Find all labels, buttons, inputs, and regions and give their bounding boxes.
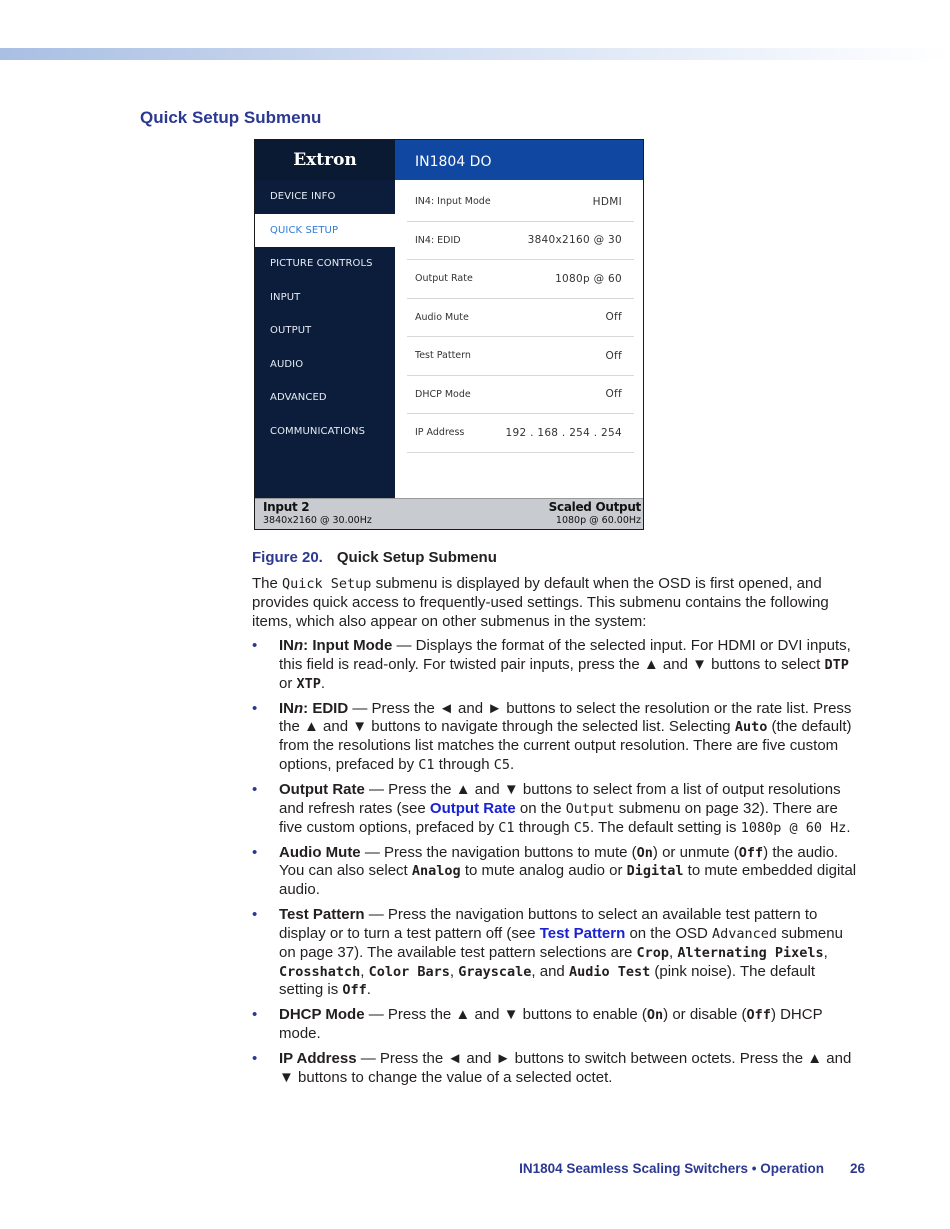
- list-item-dhcp-mode: [252, 1006, 862, 1044]
- text: . The default setting is: [590, 818, 741, 836]
- osd-menu-audio[interactable]: AUDIO: [270, 358, 304, 370]
- text: submenu on page 37). The available test pattern selections are: [279, 924, 843, 961]
- text: ) the audio. You can also select: [279, 843, 839, 880]
- text: , and: [531, 962, 569, 980]
- osd-title: IN1804 DO: [395, 140, 644, 180]
- text: — Press the navigation buttons to select an available test pattern to display or to turn a test pattern off (see: [279, 906, 818, 942]
- osd-row-value: 3840x2160 @ 30: [527, 234, 622, 247]
- text: ,: [449, 962, 459, 980]
- code-text: C1: [418, 756, 435, 773]
- osd-status-output-res: 1080p @ 60.00Hz: [555, 515, 641, 526]
- list-item-output-rate: [252, 781, 862, 837]
- code-text: C5: [573, 819, 591, 836]
- text: .: [320, 674, 326, 692]
- osd-row-value: Off: [605, 349, 622, 362]
- term: : EDID: [303, 699, 349, 717]
- text: (pink noise). The default setting is: [279, 962, 816, 999]
- osd-row-value: 192 . 168 . 254 . 254: [505, 426, 622, 439]
- osd-logo: Extron: [255, 140, 395, 180]
- osd-row-value: Off: [605, 388, 622, 401]
- osd-row-label: Output Rate: [415, 273, 473, 285]
- list-item-audio-mute: [252, 844, 862, 900]
- term: Test Pattern: [279, 906, 365, 924]
- list-item-input-mode: [252, 637, 862, 693]
- code-text: Off: [746, 1007, 771, 1024]
- code-text: C5: [493, 756, 511, 773]
- osd-row-edid[interactable]: [407, 222, 634, 261]
- code-text: DTP: [824, 656, 849, 673]
- code-text: Analog: [411, 863, 461, 880]
- text: ,: [360, 962, 369, 980]
- list-item-test-pattern: [252, 906, 862, 1000]
- osd-row-dhcp-mode[interactable]: [407, 376, 634, 415]
- text: on the: [515, 799, 566, 817]
- osd-sidebar: [255, 140, 395, 498]
- term: n: [294, 699, 304, 717]
- code-text: Crop: [636, 944, 669, 961]
- text: — Press the ◄ and ► buttons to select the resolution or the rate list. Press the ▲ and ▼ buttons to navigate through the selected list. Selecting: [279, 699, 852, 736]
- osd-menu-advanced[interactable]: ADVANCED: [270, 392, 327, 403]
- text: through: [434, 755, 494, 773]
- text: submenu is displayed by default when the OSD is first opened, and provides quick access to frequently-used settings. This submenu contains the following items, which also appear on other submenus in the system:: [252, 575, 829, 630]
- text: on the OSD: [625, 924, 712, 942]
- code-text: 1080p @ 60 Hz: [740, 819, 847, 836]
- list-item-ip-address: [252, 1050, 862, 1088]
- code-text: Crosshatch: [279, 963, 361, 980]
- page-footer: [519, 1161, 865, 1176]
- text: .: [846, 818, 851, 836]
- term: IN: [279, 699, 294, 717]
- osd-menu-quick-setup[interactable]: QUICK SETUP: [255, 214, 395, 248]
- text: — Press the ▲ and ▼ buttons to select from a list of output resolutions and refresh rates (see: [279, 780, 841, 817]
- osd-menu-device-info[interactable]: DEVICE INFO: [270, 191, 336, 202]
- osd-screenshot: [254, 139, 644, 530]
- code-text: On: [646, 1007, 664, 1024]
- code-text: On: [636, 844, 653, 861]
- term: IN: [279, 637, 294, 654]
- term: DHCP Mode: [279, 1006, 365, 1024]
- page-number: 26: [849, 1161, 865, 1176]
- osd-menu-output[interactable]: OUTPUT: [270, 325, 312, 336]
- osd-row-label: IN4: Input Mode: [415, 196, 491, 208]
- osd-status-input-res: 3840x2160 @ 30.00Hz: [263, 515, 372, 526]
- header-band: [0, 48, 950, 60]
- text: to mute embedded digital audio.: [279, 862, 857, 899]
- code-text: Alternating Pixels: [677, 944, 824, 961]
- osd-row-label: IP Address: [415, 427, 465, 439]
- code-text: Audio Test: [568, 963, 651, 980]
- osd-status-output-name: Scaled Output: [548, 500, 641, 514]
- figure-label: Figure 20.: [252, 549, 323, 566]
- term: n: [294, 637, 304, 654]
- osd-row-audio-mute[interactable]: [407, 299, 634, 338]
- term: IP Address: [279, 1050, 357, 1068]
- code-text: Advanced: [712, 925, 778, 942]
- code-text: Color Bars: [368, 963, 450, 980]
- text: — Press the ◄ and ► buttons to switch between octets. Press the ▲ and ▼ buttons to change the value of a selected octet.: [279, 1050, 852, 1086]
- osd-menu-input[interactable]: INPUT: [270, 291, 301, 303]
- term: : Input Mode: [303, 637, 393, 654]
- osd-status-input: [263, 500, 372, 526]
- code-text: Output: [565, 800, 615, 817]
- code-text: Auto: [734, 719, 768, 736]
- code-text: Digital: [626, 863, 684, 880]
- figure-caption: [252, 549, 497, 566]
- text: — Press the ▲ and ▼ buttons to enable (: [364, 1006, 647, 1024]
- term: Audio Mute: [279, 843, 361, 861]
- code-text: C1: [498, 819, 515, 836]
- test-pattern-link[interactable]: Test Pattern: [539, 924, 626, 942]
- settings-list: [252, 637, 862, 1094]
- code-text: Off: [738, 844, 764, 861]
- osd-row-label: IN4: EDID: [415, 234, 461, 246]
- text: ) DHCP mode.: [279, 1006, 823, 1043]
- list-item-edid: [252, 700, 862, 775]
- text: submenu on page 32). There are five custom options, prefaced by: [279, 799, 838, 836]
- output-rate-link[interactable]: Output Rate: [429, 799, 516, 817]
- osd-status-output: [549, 500, 641, 526]
- code-text: Off: [342, 982, 367, 999]
- code-text: Grayscale: [458, 963, 532, 980]
- footer-title: IN1804 Seamless Scaling Switchers • Operation: [519, 1161, 824, 1176]
- code-text: Quick Setup: [282, 576, 372, 592]
- code-text: XTP: [296, 675, 321, 692]
- text: through: [514, 818, 574, 836]
- text: — Press the navigation buttons to mute (: [360, 843, 637, 861]
- text: .: [366, 981, 371, 999]
- text: ) or unmute (: [652, 843, 739, 861]
- text: ,: [668, 943, 678, 961]
- text: .: [510, 755, 515, 773]
- section-heading: Quick Setup Submenu: [140, 108, 322, 127]
- osd-menu-communications[interactable]: COMMUNICATIONS: [270, 425, 366, 437]
- text: or: [279, 674, 297, 692]
- intro-paragraph: [252, 575, 862, 631]
- term: Output Rate: [279, 780, 365, 798]
- osd-row-label: Test Pattern: [415, 350, 471, 362]
- text: The: [252, 575, 283, 592]
- osd-status-bar: [255, 498, 644, 530]
- osd-row-input-mode[interactable]: [407, 183, 634, 222]
- text: — Displays the format of the selected input. For HDMI or DVI inputs, this field is read-only. For twisted pair inputs, press the ▲ and ▼ buttons to select: [279, 637, 851, 673]
- figure-title: Quick Setup Submenu: [336, 549, 497, 566]
- osd-row-ip-address[interactable]: [407, 414, 634, 453]
- osd-row-value: 1080p @ 60: [555, 272, 622, 285]
- text: (the default) from the resolutions list matches the current output resolution. There are five custom options, prefaced by: [279, 718, 852, 773]
- osd-row-value: Off: [605, 311, 622, 324]
- osd-menu-picture-controls[interactable]: PICTURE CONTROLS: [270, 258, 373, 269]
- osd-row-label: DHCP Mode: [415, 388, 471, 400]
- osd-row-test-pattern[interactable]: [407, 337, 634, 376]
- osd-status-input-name: Input 2: [263, 500, 310, 514]
- osd-row-label: Audio Mute: [415, 311, 469, 323]
- osd-settings-panel: [395, 180, 644, 498]
- text: ,: [823, 943, 828, 961]
- text: ) or disable (: [663, 1006, 747, 1024]
- text: to mute analog audio or: [460, 862, 627, 880]
- osd-row-output-rate[interactable]: [407, 260, 634, 299]
- osd-row-value: HDMI: [592, 195, 622, 208]
